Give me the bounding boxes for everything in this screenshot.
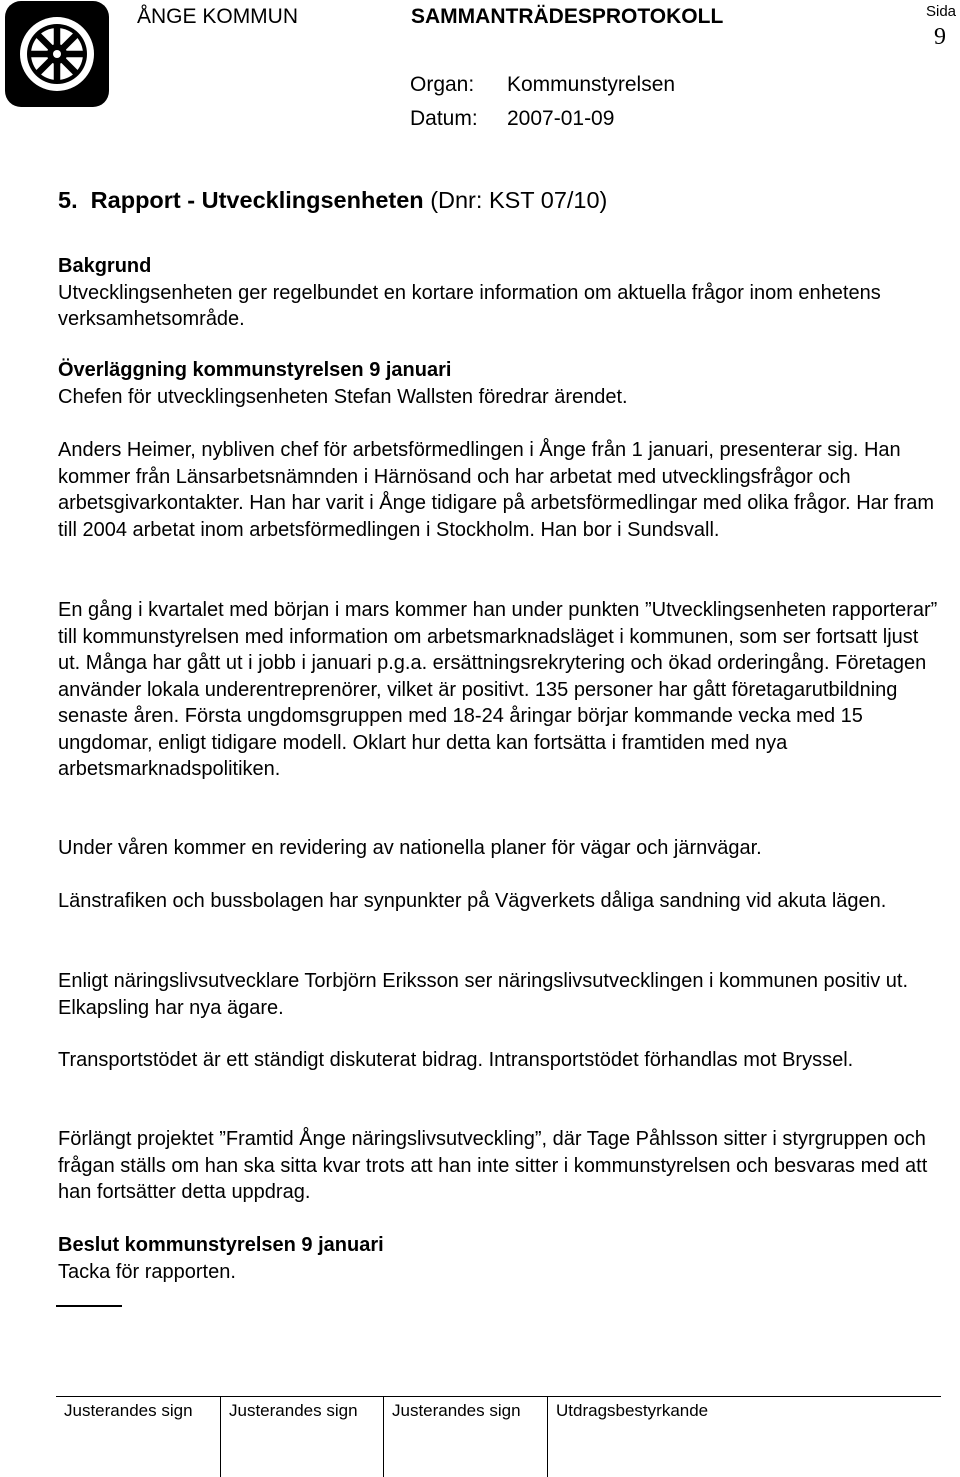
paragraph-naringsliv: Enligt näringslivsutvecklare Torbjörn Eriksson ser näringslivsutvecklingen i kommunen positiv ut. Elkapsling har nya ägare. [58,970,909,1019]
footer-sign-label: Justerandes sign [64,1401,193,1420]
bakgrund-block [58,253,938,333]
organ-label: Organ: [410,73,475,96]
date-value: 2007-01-09 [507,107,615,130]
beslut-text: Tacka för rapporten. [58,1260,236,1283]
section-title [58,186,607,214]
paragraph-framtid: Förlängt projektet ”Framtid Ånge näringslivsutveckling”, där Tage Påhlsson sitter i styrgruppen och frågan ställs om han ska sitta kvar trots att han inte sitter i kommunstyrelsen och besvaras med att han fortsätter detta uppdrag. [58,1128,928,1203]
page-label: Sida [926,3,957,20]
footer-sign-label: Justerandes sign [229,1401,358,1420]
organ-value: Kommunstyrelsen [507,73,676,96]
bakgrund-heading: Bakgrund [58,255,152,277]
footer-extract-cell [547,1397,942,1477]
footer-sign-label: Justerandes sign [392,1401,521,1420]
page-number: 9 [934,24,946,50]
bakgrund-text: Utvecklingsenheten ger regelbundet en kortare information om aktuella frågor inom enhetens verksamhetsområde. [58,281,881,330]
section-number: 5. [58,187,78,213]
footer-sign-cell-3 [383,1397,547,1477]
municipality-name: ÅNGE KOMMUN [137,5,299,28]
paragraph-lanstrafiken: Länstrafiken och bussbolagen har synpunkter på Vägverkets dåliga sandning vid akuta lägen. [58,890,887,912]
paragraph-kvartal: En gång i kvartalet med början i mars kommer han under punkten ”Utvecklingsenheten rapporterar” till kommunstyrelsen med information om arbetsmarknadsläget i kommunen, som ser fortsatt ljust ut. Många har gått ut i jobb i januari p.g.a. ersättningsrekrytering och ökad orderingång. Företagen använder lokala underentreprenörer, vilket är positivt. 135 personer har gått företagarutbildning senaste åren. Första ungdomsgruppen med 18-24 åringar börjar kommande vecka med 15 ungdomar, enligt tidigare modell. Oklart hur detta kan fortsätta i framtiden med nya arbetsmarknadspolitiken. [58,599,938,780]
footer-extract-label: Utdragsbestyrkande [556,1401,709,1420]
closing-rule [56,1305,122,1307]
paragraph-transport: Transportstödet är ett ständigt diskuterat bidrag. Intransportstödet förhandlas mot Bryssel. [58,1049,854,1071]
section-heading: Rapport - Utvecklingsenheten [90,187,424,213]
overlaggning-text: Chefen för utvecklingsenheten Stefan Wallsten föredrar ärendet. [58,385,628,408]
section-dnr: (Dnr: KST 07/10) [430,187,608,213]
footer-sign-cell-2 [220,1397,384,1477]
municipal-wheel-emblem-icon [4,0,110,108]
paragraph-anders-heimer: Anders Heimer, nybliven chef för arbetsförmedlingen i Ånge från 1 januari, presenterar sig. Han kommer från Länsarbetsnämnden i Härnösand och har arbetat med utvecklingsfrågor och arbetsgivarkontakter. Han har varit i Ånge tidigare på arbetsförmedlingar med olika frågor. Har fram till 2004 arbetat inom arbetsförmedlingen i Stockholm. Han bor i Sundsvall. [58,439,934,541]
footer-sign-cell-1 [56,1397,219,1477]
beslut-block [58,1232,938,1285]
date-label: Datum: [410,107,478,130]
overlaggning-heading: Överläggning kommunstyrelsen 9 januari [58,359,452,381]
overlaggning-block [58,357,938,410]
paragraph-varen: Under våren kommer en revidering av nationella planer för vägar och järnvägar. [58,837,762,859]
document-type: SAMMANTRÄDESPROTOKOLL [411,5,724,28]
beslut-heading: Beslut kommunstyrelsen 9 januari [58,1234,384,1256]
